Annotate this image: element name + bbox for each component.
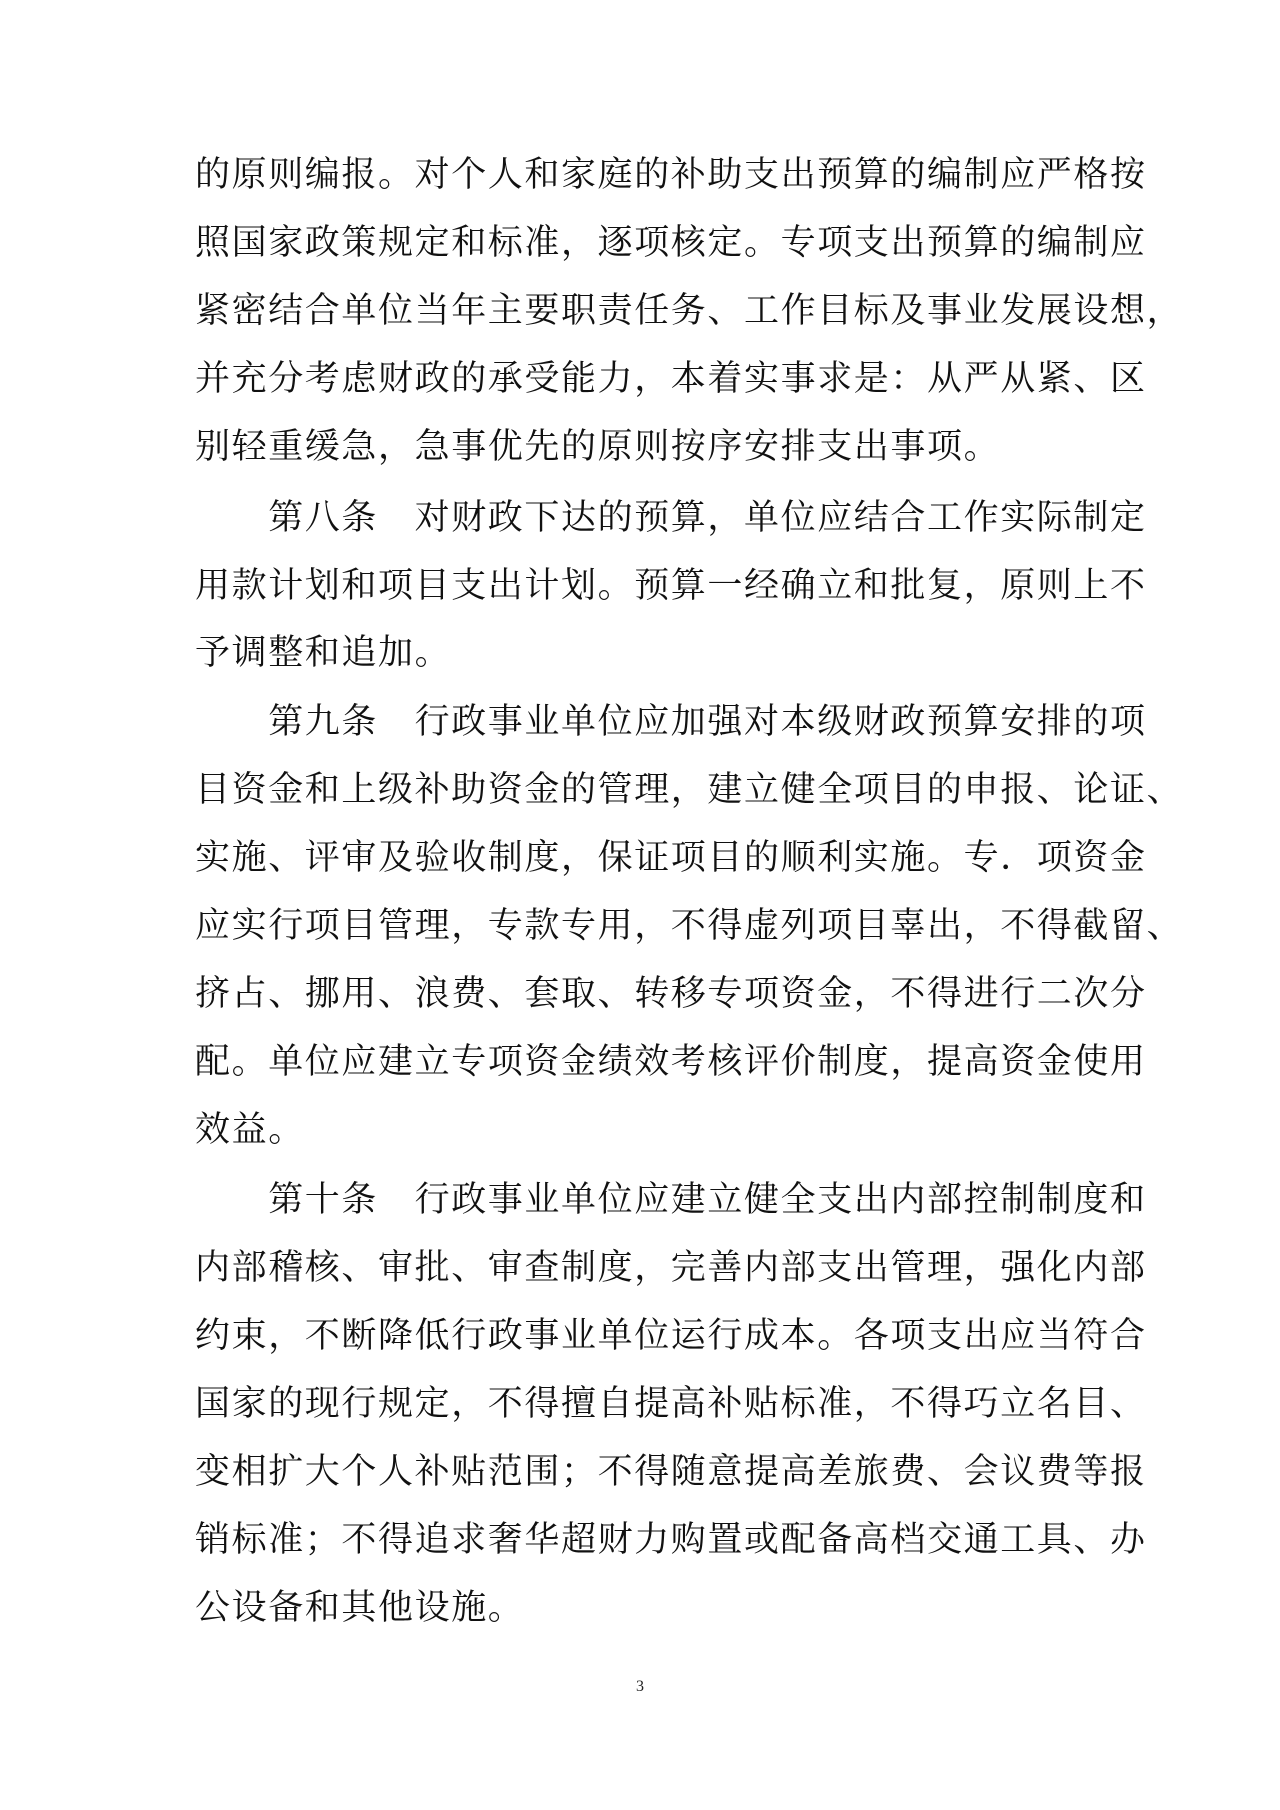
- text-line: 紧密结合单位当年主要职责任务、工作目标及事业发展设想，: [195, 291, 1184, 331]
- text-line: 应实行项目管理，专款专用，不得虚列项目辜出，不得截留、: [195, 906, 1184, 946]
- text-line: 约束，不断降低行政事业单位运行成本。各项支出应当符合: [195, 1316, 1147, 1356]
- text-line: 别轻重缓急，急事优先的原则按序安排支出事项。: [195, 427, 1001, 467]
- text-line: 目资金和上级补助资金的管理，建立健全项目的申报、论证、: [195, 770, 1184, 810]
- article-8-heading-line: 第八条 对财政下达的预算，单位应结合工作实际制定: [195, 498, 1147, 538]
- text-line: 并充分考虑财政的承受能力，本着实事求是：从严从紧、区: [195, 359, 1147, 399]
- text-line: 的原则编报。对个人和家庭的补助支出预算的编制应严格按: [195, 155, 1147, 195]
- text-line: 内部稽核、审批、审查制度，完善内部支出管理，强化内部: [195, 1248, 1147, 1288]
- article-9-heading-line: 第九条 行政事业单位应加强对本级财政预算安排的项: [195, 702, 1147, 742]
- text-line: 效益。: [195, 1110, 305, 1150]
- text-line: 挤占、挪用、浪费、套取、转移专项资金，不得进行二次分: [195, 974, 1147, 1014]
- text-line: 实施、评审及验收制度，保证项目的顺利实施。专．项资金: [195, 838, 1147, 878]
- text-line: 销标准；不得追求奢华超财力购置或配备高档交通工具、办: [195, 1520, 1147, 1560]
- page-number: 3: [636, 1678, 644, 1695]
- text-line: 予调整和追加。: [195, 633, 452, 673]
- text-line: 变相扩大个人补贴范围；不得随意提高差旅费、会议费等报: [195, 1452, 1147, 1492]
- article-10-heading-line: 第十条 行政事业单位应建立健全支出内部控制制度和: [195, 1180, 1147, 1220]
- text-line: 用款计划和项目支出计划。预算一经确立和批复，原则上不: [195, 566, 1147, 606]
- text-line: 国家的现行规定，不得擅自提高补贴标准，不得巧立名目、: [195, 1384, 1147, 1424]
- text-line: 照国家政策规定和标准，逐项核定。专项支出预算的编制应: [195, 223, 1147, 263]
- text-line: 公设备和其他设施。: [195, 1588, 525, 1628]
- text-line: 配。单位应建立专项资金绩效考核评价制度，提高资金使用: [195, 1042, 1147, 1082]
